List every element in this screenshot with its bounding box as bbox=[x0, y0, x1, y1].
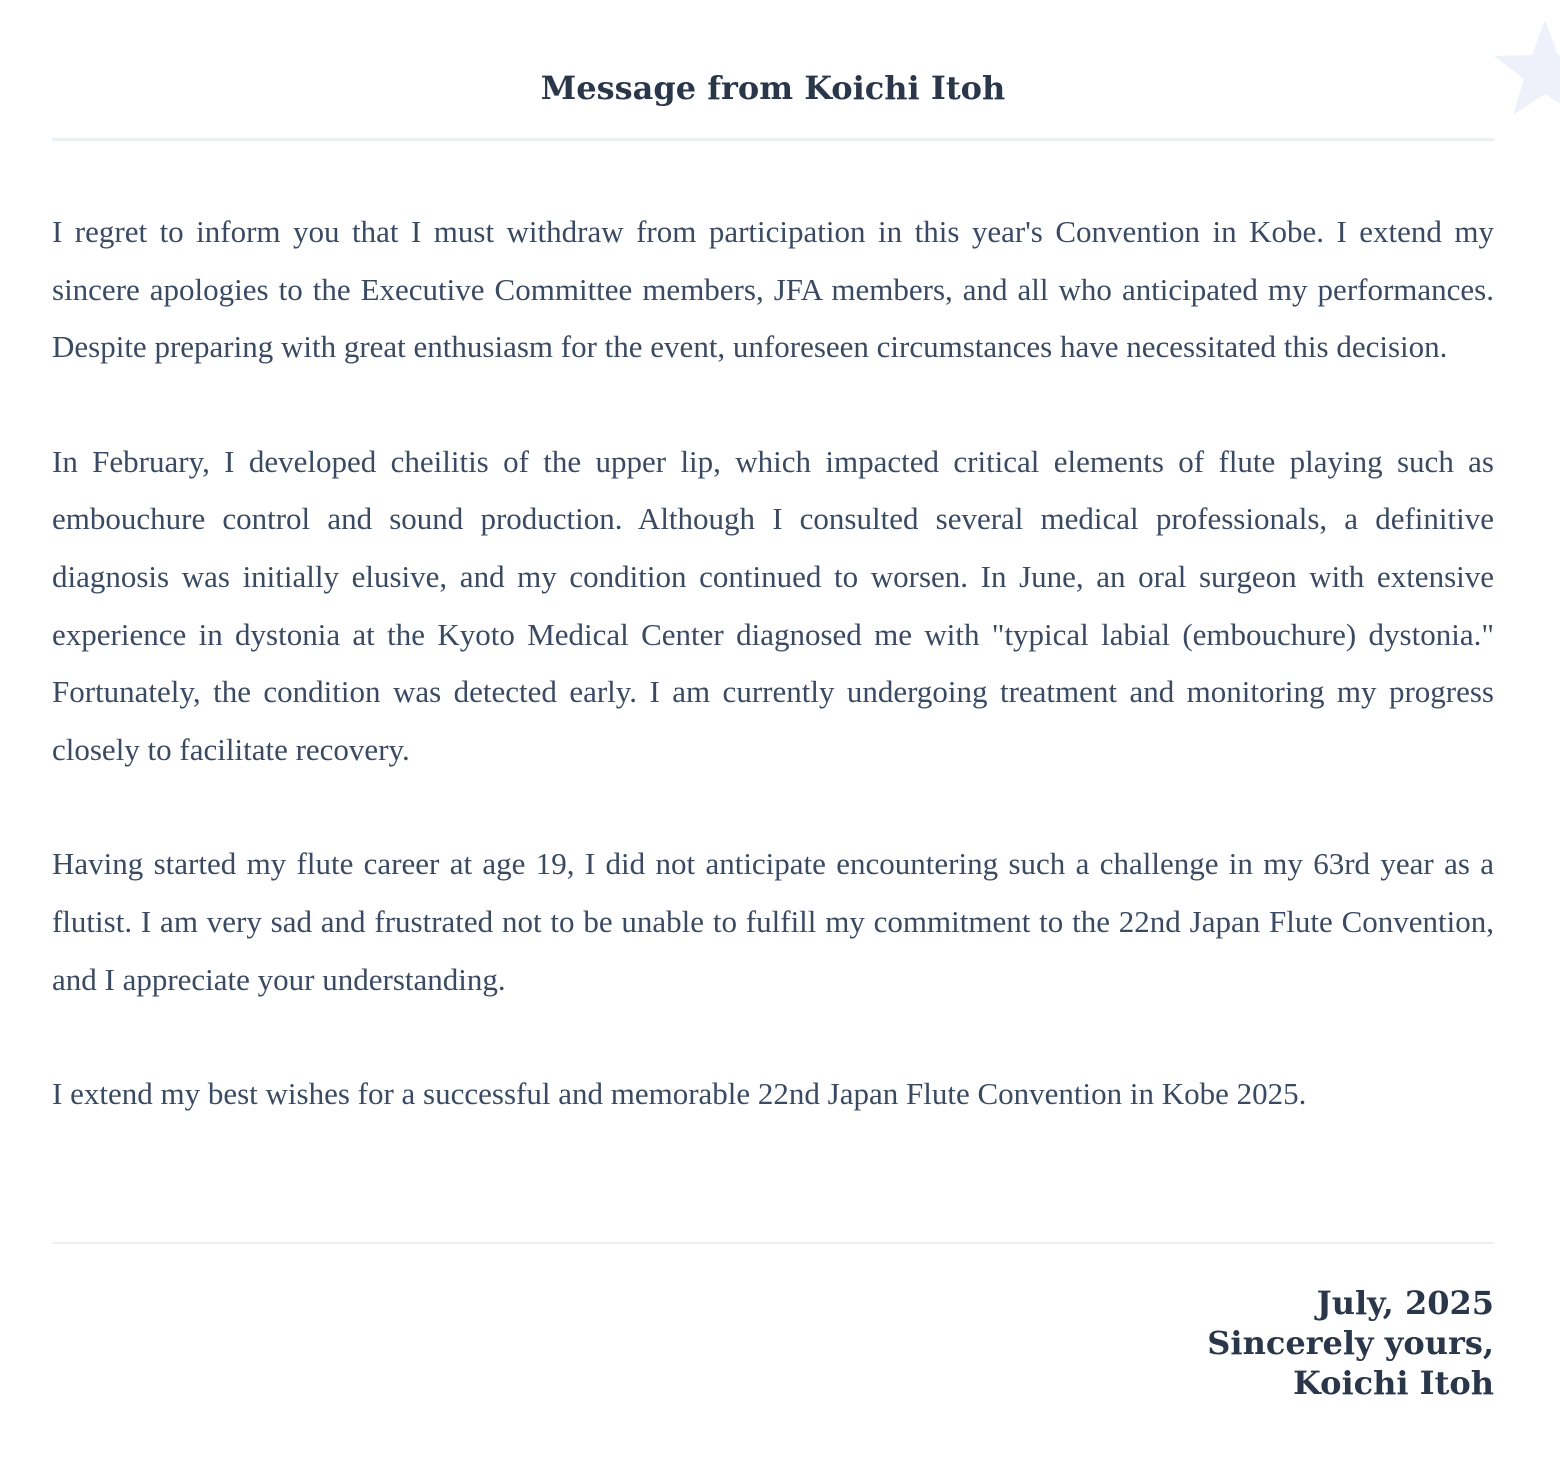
signature-date: July, 2025 bbox=[1316, 1284, 1494, 1322]
paragraph-best-wishes: I extend my best wishes for a successful and memorable 22nd Japan Flute Convention in Kobe 2025. bbox=[52, 1076, 1307, 1112]
paragraph-career: Having started my flute career at age 19, I did not anticipate encountering such a challenge in my 63rd year as a flutist. I am very sad and frustrated not to be unable to fulfill my commitment to the 22nd Japan Flute Convention, and I appreciate your understanding. bbox=[52, 846, 1494, 997]
paragraph-withdrawal: I regret to inform you that I must withdraw from participation in this year's Convention in Kobe. I extend my sincere apologies to the Executive Committee members, JFA members, and all who anticipated my performances. Despite preparing with great enthusiasm for the event, unforeseen circumstances have necessitated this decision. bbox=[52, 214, 1494, 365]
star-icon bbox=[1492, 18, 1560, 118]
signature-block bbox=[1207, 1283, 1494, 1403]
footer-divider bbox=[52, 1242, 1494, 1244]
paragraph-diagnosis: In February, I developed cheilitis of the upper lip, which impacted critical elements of flute playing such as embouchure control and sound production. Although I consulted several medical professionals, a definitive diagnosis was initially elusive, and my condition continued to worsen. In June, an oral surgeon with extensive experience in dystonia at the Kyoto Medical Center diagnosed me with "typical labial (embouchure) dystonia." Fortunately, the condition was detected early. I am currently undergoing treatment and monitoring my progress closely to facilitate recovery. bbox=[52, 443, 1494, 767]
signature-name: Koichi Itoh bbox=[1292, 1364, 1494, 1402]
title-divider bbox=[52, 138, 1494, 141]
letter-page bbox=[52, 0, 1494, 1476]
page-title: Message from Koichi Itoh bbox=[540, 69, 1006, 107]
letter-body bbox=[52, 203, 1494, 1180]
signature-closing: Sincerely yours, bbox=[1207, 1324, 1494, 1362]
